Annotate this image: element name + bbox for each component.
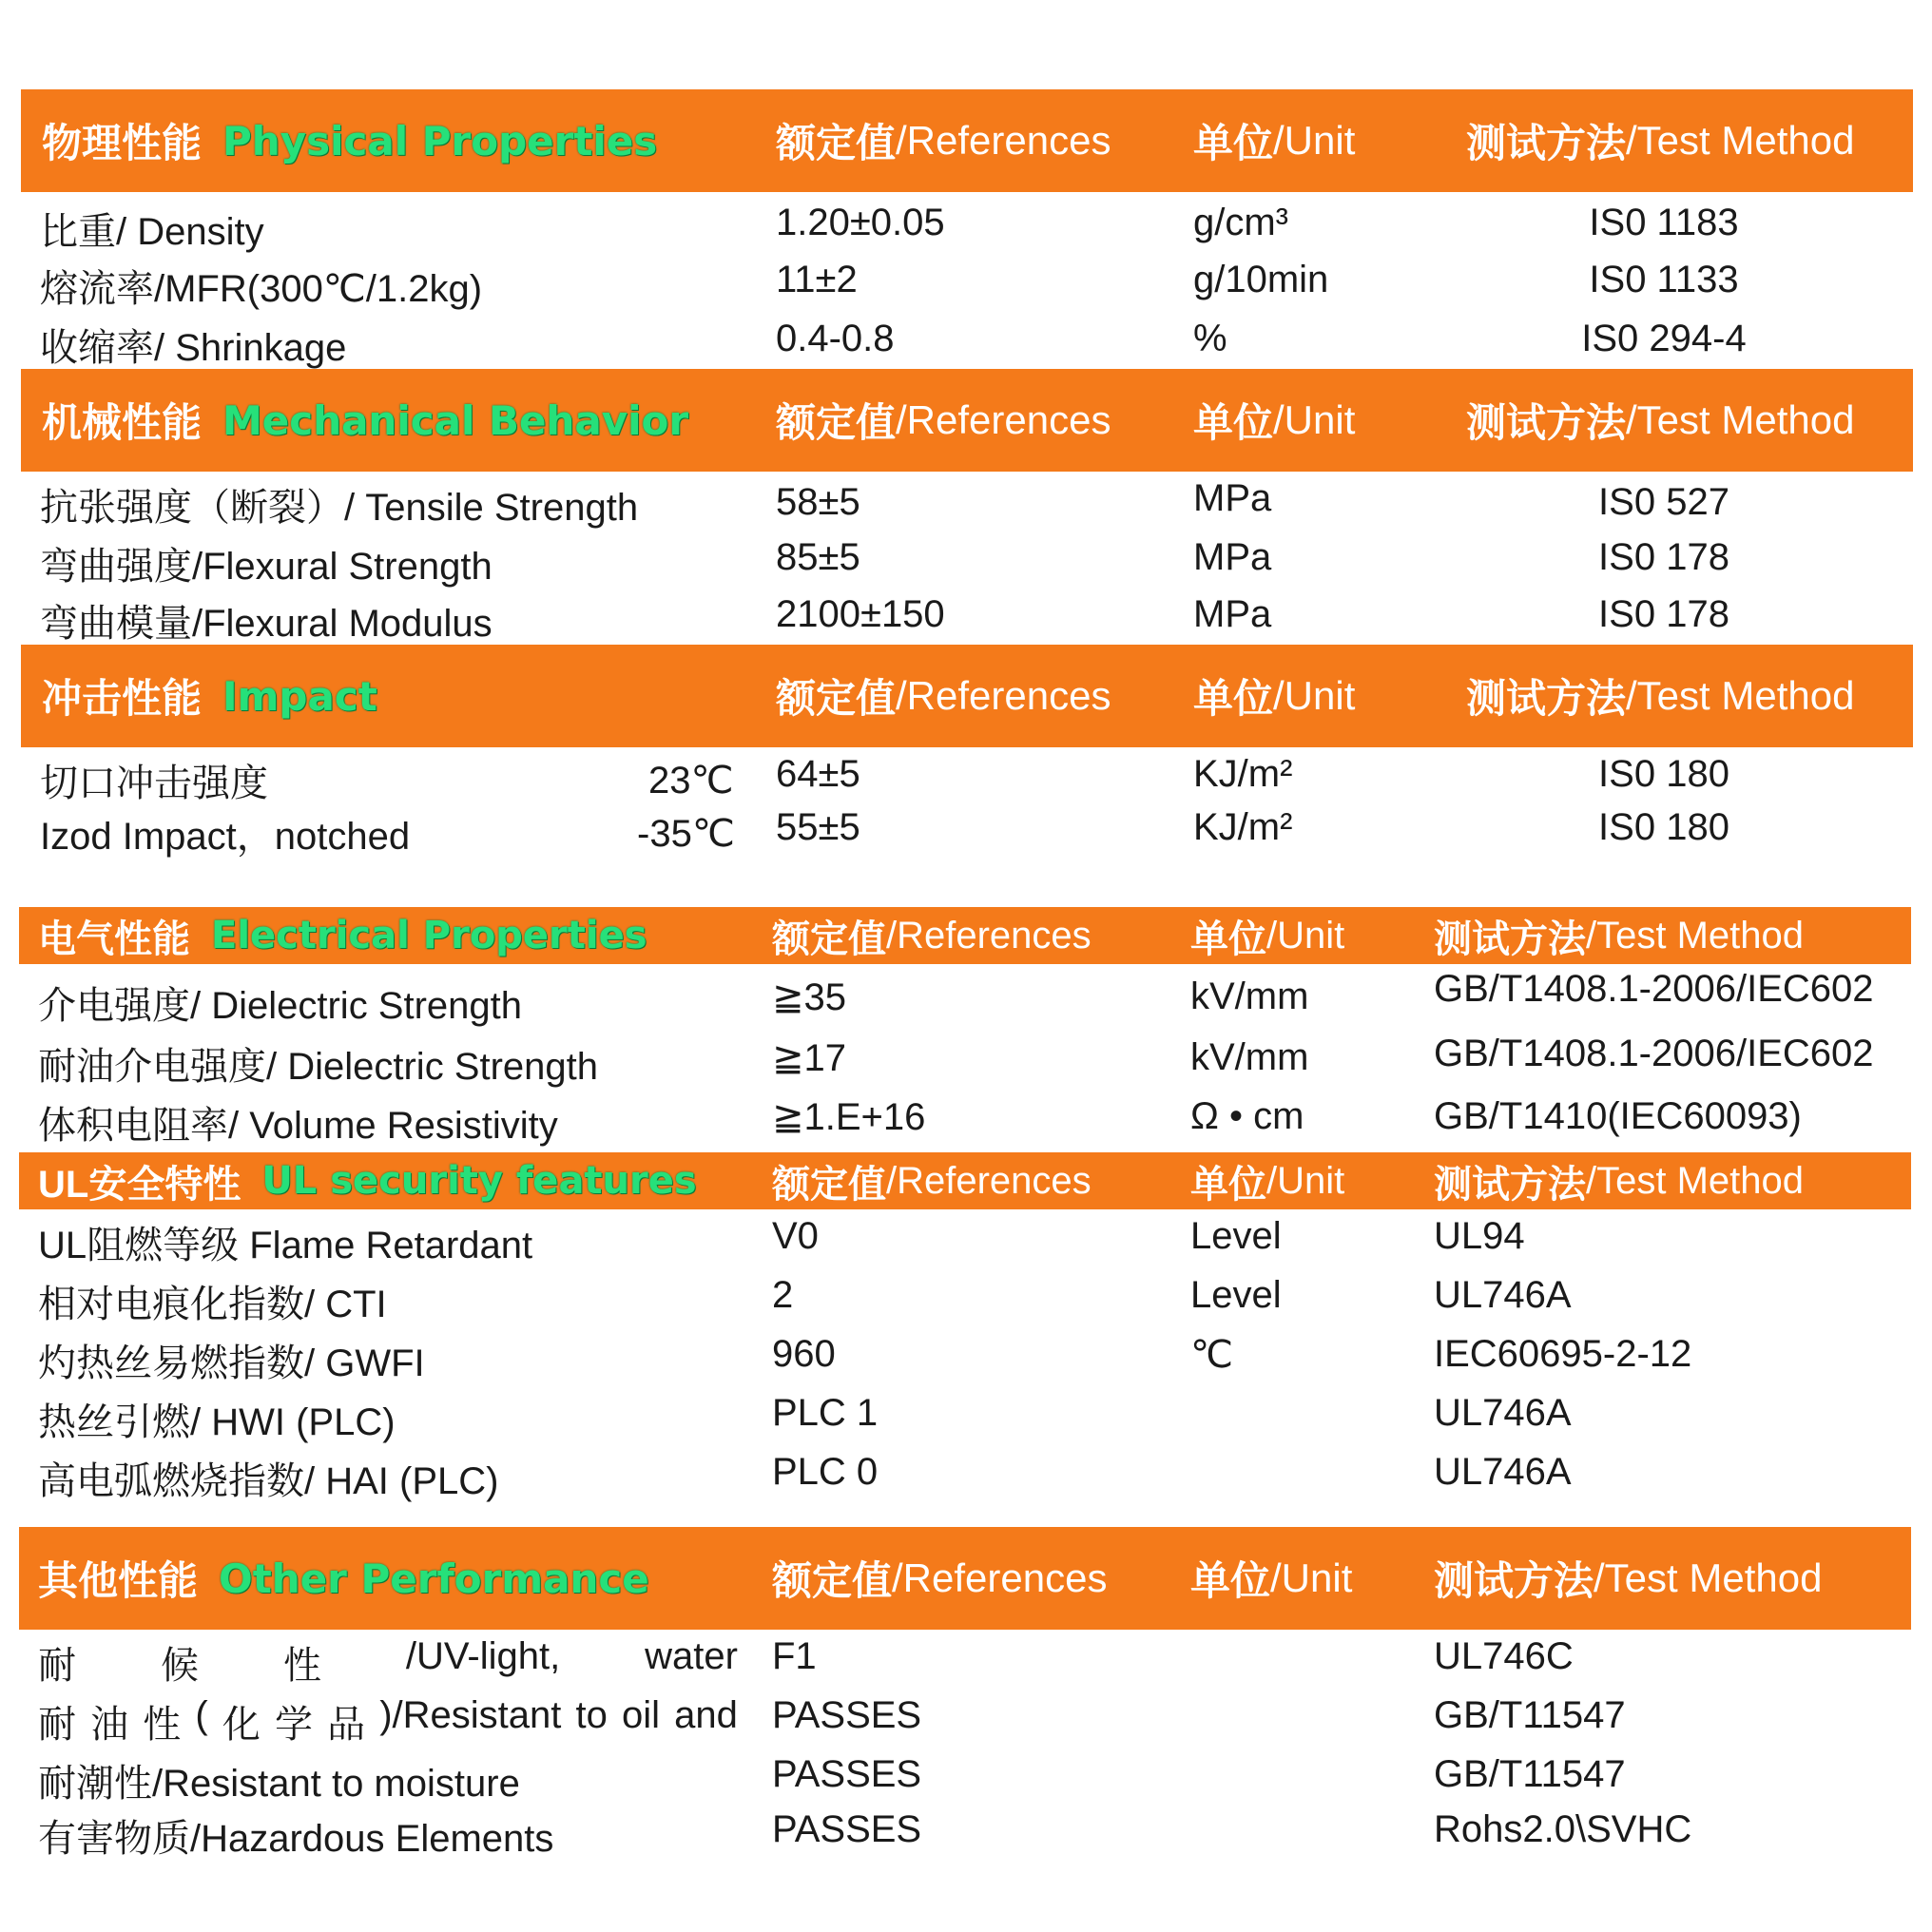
property-name: Izod Impact，notched [40,816,411,858]
property-name: 切口冲击强度 [40,763,268,804]
references-header: 额定值 /References [776,673,1111,721]
property-name: 弯曲强度/Flexural Strength [40,546,493,588]
unit-header: 单位 /Unit [1193,118,1356,165]
test-method: GB/T1408.1-2006/IEC602 [1434,1033,1874,1074]
property-unit: MPa [1193,477,1272,519]
test-method-header: 测试方法 /Test Method [1434,1555,1823,1603]
test-method: IEC60695-2-12 [1434,1333,1692,1375]
test-method-header: 测试方法 /Test Method [1466,397,1855,445]
test-method: Rohs2.0\SVHC [1434,1808,1692,1850]
unit-header: 单位 /Unit [1190,914,1345,960]
property-value: 55±5 [776,806,860,848]
test-method: UL746A [1434,1274,1572,1316]
unit-header: 单位 /Unit [1193,397,1356,445]
property-name: 熔流率/MFR(300℃/1.2kg) [40,268,483,310]
property-unit: Ω • cm [1190,1095,1304,1137]
property-value: ≧35 [772,976,847,1018]
property-value: PASSES [772,1808,922,1850]
unit-header: 单位 /Unit [1190,1159,1345,1206]
test-method: IS0 1183 [1589,202,1739,243]
section-title-zh: 机械性能 [42,400,203,445]
mechanical-header-bar [21,369,1913,472]
property-unit: KJ/m² [1193,806,1293,848]
section-title-en: Electrical Properties [211,914,647,957]
property-value: PLC 1 [772,1392,879,1434]
property-name: 耐潮性/Resistant to moisture [38,1763,520,1805]
test-method: IS0 180 [1598,753,1729,795]
section-title [42,369,688,472]
property-name: 灼热丝易燃指数/ GWFI [38,1343,425,1384]
test-method: IS0 178 [1598,593,1729,635]
test-method: UL746A [1434,1392,1572,1434]
test-method-header: 测试方法 /Test Method [1466,118,1855,165]
property-value: 64±5 [776,753,860,795]
property-name: UL阻燃等级 Flame Retardant [38,1225,533,1266]
property-unit: g/10min [1193,259,1329,300]
test-method: GB/T11547 [1434,1694,1626,1736]
property-unit: MPa [1193,536,1272,578]
section-title-en: UL security features [261,1159,697,1203]
property-name: 抗张强度（断裂）/ Tensile Strength [40,487,639,529]
test-method-header: 测试方法 /Test Method [1434,914,1805,960]
test-method: GB/T1408.1-2006/IEC602 [1434,968,1874,1010]
section-title-zh: 其他性能 [38,1558,199,1603]
property-unit: kV/mm [1190,976,1309,1017]
property-name: 耐 油 性 ( 化 学 品 )/Resistant to oil and [38,1694,738,1746]
property-name: 比重/ Density [40,211,264,253]
property-value: 2 [772,1274,794,1316]
property-value: 0.4-0.8 [776,318,895,359]
property-value: PASSES [772,1753,922,1795]
test-method: IS0 294-4 [1581,318,1747,359]
section-title [38,1527,649,1630]
property-value: V0 [772,1215,819,1257]
section-title-en: Physical Properties [222,117,658,164]
property-name: 高电弧燃烧指数/ HAI (PLC) [38,1460,499,1502]
property-name: 热丝引燃/ HWI (PLC) [38,1401,396,1443]
test-method: IS0 180 [1598,806,1729,848]
test-method: IS0 1133 [1589,259,1739,300]
property-name: 相对电痕化指数/ CTI [38,1284,387,1325]
other-header-bar [19,1527,1911,1630]
ul-header-bar [19,1152,1911,1209]
property-unit: Level [1190,1274,1282,1316]
references-header: 额定值 /References [776,118,1111,165]
property-name: 耐油介电强度/ Dielectric Strength [38,1046,599,1088]
property-name: 有害物质/Hazardous Elements [38,1818,554,1860]
unit-header: 单位 /Unit [1193,673,1356,721]
property-unit: kV/mm [1190,1036,1309,1078]
impact-header-bar [21,645,1913,747]
property-value: PASSES [772,1694,922,1736]
property-unit: % [1193,318,1227,359]
test-method: GB/T11547 [1434,1753,1626,1795]
section-title-zh: 冲击性能 [42,676,203,721]
electrical-header-bar [19,907,1911,964]
property-value: ≧17 [772,1037,847,1079]
section-title [42,645,377,747]
property-value: 1.20±0.05 [776,202,945,243]
section-title-zh: UL安全特性 [38,1163,242,1206]
property-unit: KJ/m² [1193,753,1293,795]
section-title [38,907,647,964]
property-unit: ℃ [1190,1334,1233,1376]
section-title-en: Other Performance [219,1555,649,1602]
section-title-zh: 电气性能 [38,918,190,960]
property-value: PLC 0 [772,1451,879,1493]
references-header: 额定值 /References [772,914,1092,960]
section-title-zh: 物理性能 [42,121,203,165]
test-method-header: 测试方法 /Test Method [1466,673,1855,721]
test-method: IS0 178 [1598,536,1729,578]
section-title-en: Impact [222,672,377,720]
test-method: GB/T1410(IEC60093) [1434,1095,1802,1137]
section-title-en: Mechanical Behavior [222,396,689,444]
property-name: 介电强度/ Dielectric Strength [38,985,523,1027]
unit-header: 单位 /Unit [1190,1555,1353,1603]
property-name: 弯曲模量/Flexural Modulus [40,603,493,645]
references-header: 额定值 /References [772,1159,1092,1206]
test-method: UL746A [1434,1451,1572,1493]
property-value: 85±5 [776,536,860,578]
test-method: IS0 527 [1598,481,1729,523]
references-header: 额定值 /References [776,397,1111,445]
test-temperature: 23℃ [648,760,734,802]
test-method: UL746C [1434,1635,1574,1677]
property-unit: MPa [1193,593,1272,635]
property-value: ≧1.E+16 [772,1096,926,1138]
section-title [38,1152,697,1209]
property-value: 960 [772,1333,836,1375]
section-title [42,89,657,192]
property-name: 收缩率/ Shrinkage [40,327,347,369]
property-value: 11±2 [776,259,858,300]
property-value: F1 [772,1635,817,1677]
references-header: 额定值 /References [772,1555,1108,1603]
property-name: 体积电阻率/ Volume Resistivity [38,1105,558,1147]
test-method-header: 测试方法 /Test Method [1434,1159,1805,1206]
test-temperature: -35℃ [637,813,735,855]
property-name: 耐 候 性 /UV-light, water [38,1635,738,1687]
property-unit: g/cm³ [1193,202,1288,243]
test-method: UL94 [1434,1215,1525,1257]
property-value: 2100±150 [776,593,945,635]
property-unit: Level [1190,1215,1282,1257]
physical-header-bar [21,89,1913,192]
property-value: 58±5 [776,481,860,523]
